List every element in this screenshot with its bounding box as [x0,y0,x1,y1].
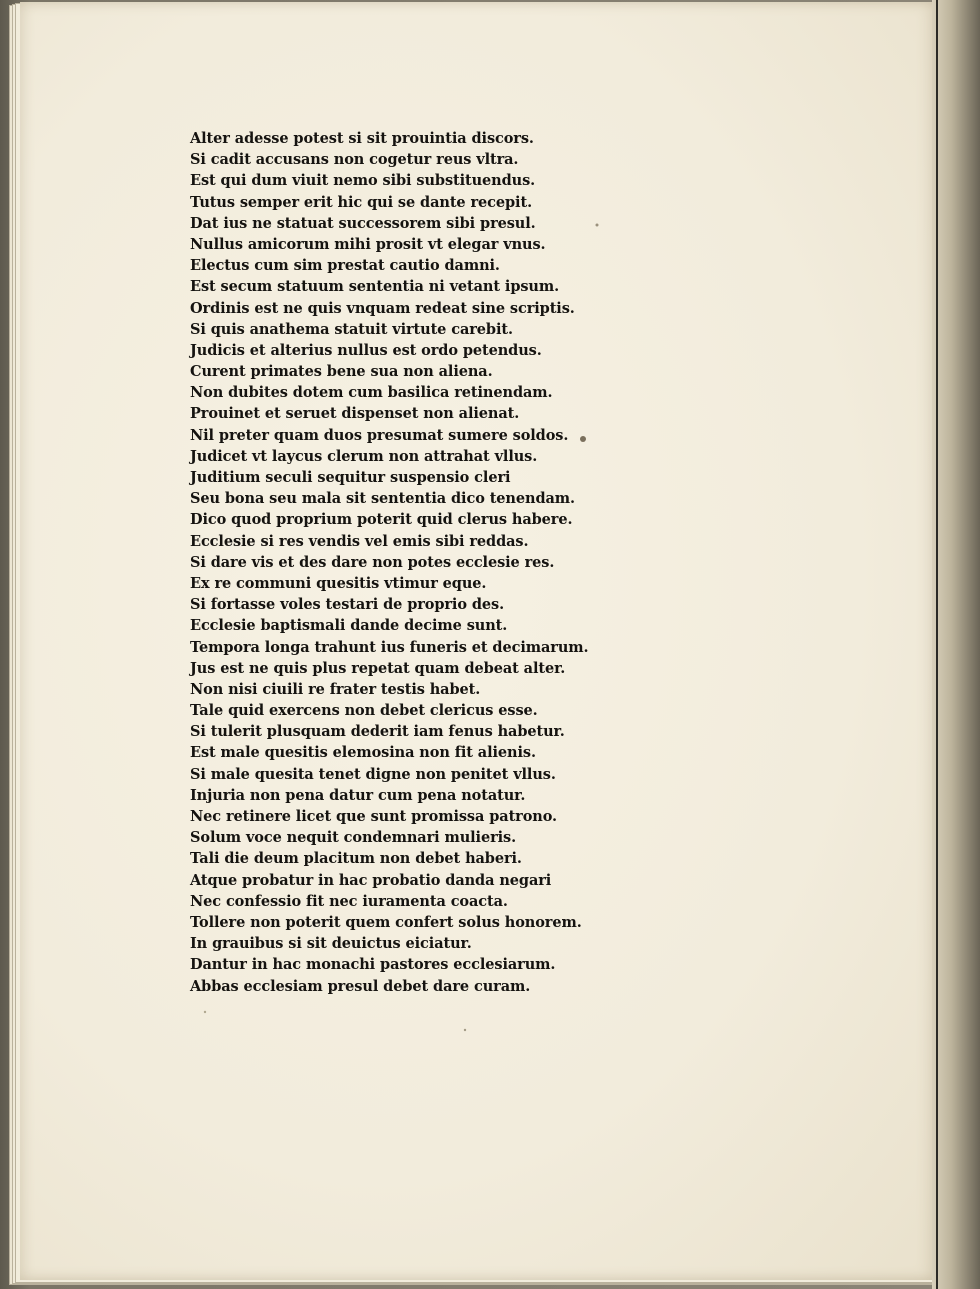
text-line: Injuria non pena datur cum pena notatur. [190,786,526,804]
text-line: Nec confessio fit nec iuramenta coacta. [190,892,508,910]
paper-speck [596,224,599,227]
text-line: Juditium seculi sequitur suspensio cleri [190,469,511,486]
verse-text-block [190,128,590,997]
text-line: Tempora longa trahunt ius funeris et decimarum. [190,638,589,656]
text-line: Si tulerit plusquam dederit iam fenus habetur. [190,723,565,741]
text-line: Ordinis est ne quis vnquam redeat sine scriptis. [190,299,575,317]
text-line: Non dubites dotem cum basilica retinendam. [190,384,553,402]
text-line: Dico quod proprium poterit quid clerus habere. [190,511,573,529]
text-line: Nec retinere licet que sunt promissa patrono. [190,808,557,825]
text-line: Si fortasse voles testari de proprio des. [190,596,505,614]
text-line: Tutus semper erit hic qui se dante recepit. [190,193,533,211]
text-line: Dantur in hac monachi pastores ecclesiarum. [190,956,556,974]
paper-speck [464,1029,466,1031]
text-line: Ex re communi quesitis vtimur eque. [190,574,487,592]
text-line: Atque probatur in hac probatio danda negari [190,871,552,889]
paper-speck [204,1011,206,1013]
text-line: Est secum statuum sententia ni vetant ipsum. [190,278,560,296]
text-line: Si cadit accusans non cogetur reus vltra. [190,151,519,169]
text-line: Si quis anathema statuit virtute carebit. [190,320,513,338]
text-line: Tali die deum placitum non debet haberi. [190,850,522,868]
text-line: Abbas ecclesiam presul debet dare curam. [190,977,531,995]
text-line: Alter adesse potest si sit prouintia discors. [190,130,534,147]
text-line: Si dare vis et des dare non potes ecclesie res. [190,553,555,571]
text-line: Jus est ne quis plus repetat quam debeat alter. [190,659,566,677]
text-line: Curent primates bene sua non aliena. [190,363,493,381]
text-line: Ecclesie si res vendis vel emis sibi reddas. [190,532,529,550]
text-line: Tollere non poterit quem confert solus honorem. [190,913,582,931]
text-line: Dat ius ne statuat successorem sibi presul. [190,214,536,232]
text-line: Nullus amicorum mihi prosit vt elegar vnus. [190,235,546,253]
text-line: Ecclesie baptismali dande decime sunt. [190,617,508,635]
text-line: Solum voce nequit condemnari mulieris. [190,829,517,847]
text-line: Tale quid exercens non debet clericus esse. [190,702,538,720]
text-line: Est qui dum viuit nemo sibi substituendus. [190,172,536,190]
text-line: Si male quesita tenet digne non penitet vllus. [190,765,556,783]
text-line: In grauibus si sit deuictus eiciatur. [190,935,472,953]
text-line: Seu bona seu mala sit sententia dico tenendam. [190,490,575,508]
text-line: Electus cum sim prestat cautio damni. [190,257,500,275]
text-line: Judicis et alterius nullus est ordo petendus. [190,341,542,359]
text-line: Non nisi ciuili re frater testis habet. [190,680,481,698]
text-line: Est male quesitis elemosina non fit alienis. [190,744,536,762]
text-line: Nil preter quam duos presumat sumere soldos. [190,426,569,444]
text-line: Prouinet et seruet dispenset non alienat. [190,405,520,423]
text-line: Judicet vt laycus clerum non attrahat vllus. [190,447,538,465]
